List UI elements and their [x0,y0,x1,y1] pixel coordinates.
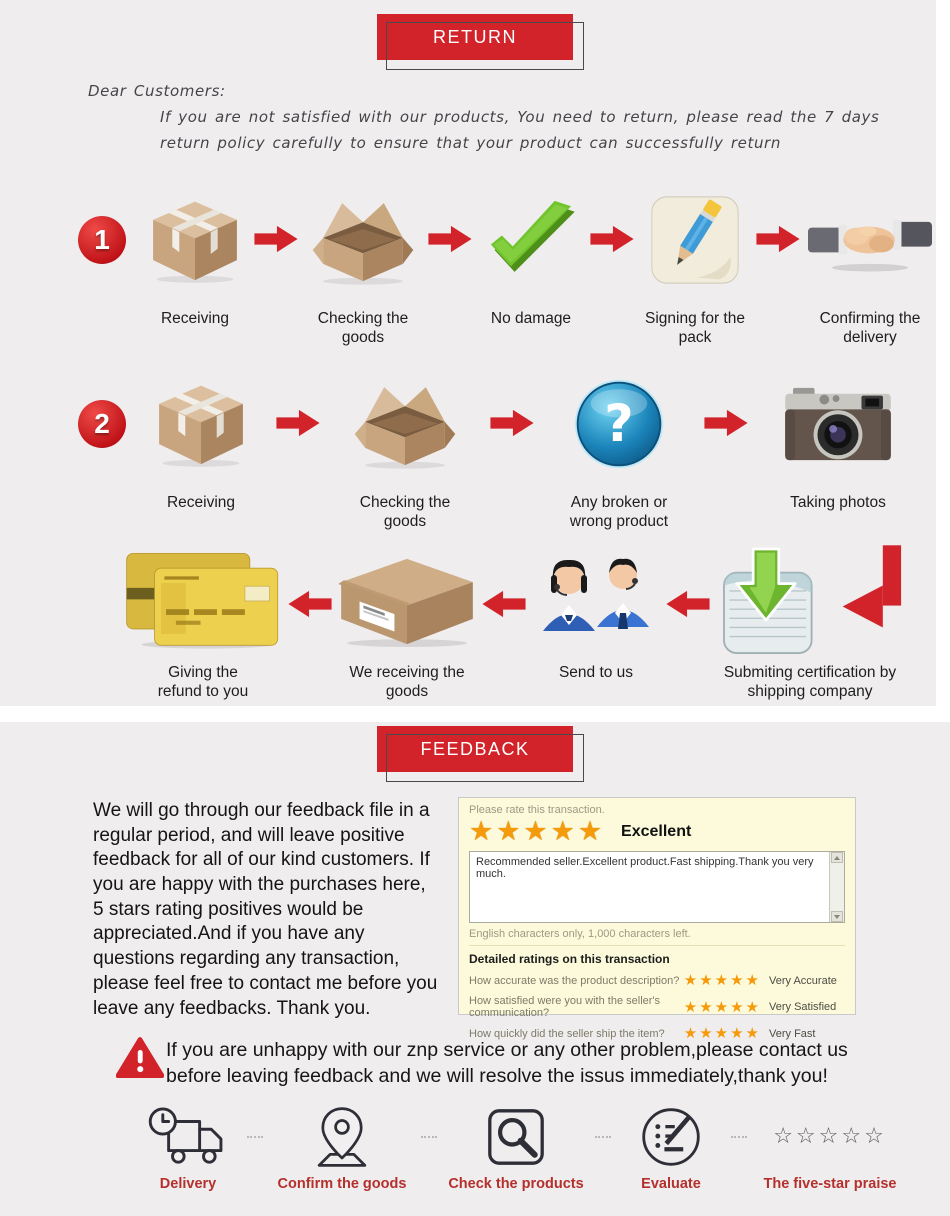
return-banner-label: RETURN [433,26,517,47]
process-five-star [751,1106,909,1192]
rating-answer: Very Fast [769,1027,816,1040]
left-arrow-icon [666,589,710,619]
process-label: Delivery [159,1176,217,1192]
step-label: Confirming the delivery [819,310,921,346]
rating-question: How accurate was the product description? [469,974,680,987]
step-label: Submiting certification by shipping company [723,664,897,700]
open-box-icon [353,360,457,488]
process-label: Confirm the goods [277,1176,407,1192]
steps-row-3 [118,543,925,702]
textarea-scrollbar[interactable] [829,852,844,922]
step-taking-photos [758,360,918,513]
process-confirm-goods [267,1106,417,1192]
step-signing [634,176,756,348]
step-receiving-1 [136,176,254,329]
steps-row-2 [78,360,918,532]
evaluate-checklist-icon [639,1106,703,1168]
return-banner [377,14,573,60]
dotted-connector [595,1136,611,1138]
step-we-receiving [332,543,482,702]
right-arrow-icon [704,408,748,438]
certification-download-icon [713,543,923,658]
pencil-pad-icon [650,176,740,304]
step-label: Receiving [160,310,230,327]
dotted-connector [247,1136,263,1138]
step-label: Any broken or wrong product [569,494,669,530]
right-arrow-icon [276,408,320,438]
warning-text [166,1037,866,1090]
dotted-connector [731,1136,747,1138]
process-evaluate [615,1106,727,1192]
five-star-rating[interactable]: ★★★★★ [683,1024,761,1042]
detailed-rating-row [469,973,845,988]
step-label: Send to us [558,664,634,681]
rating-word: Excellent [621,822,692,840]
step-label: Signing for the pack [645,310,745,346]
left-arrow-icon [482,589,526,619]
right-white-strip [936,0,950,722]
rating-question: How satisfied were you with the seller's communication? [469,995,661,1019]
support-agents-icon [530,543,662,658]
feedback-comment-textarea[interactable] [469,851,845,923]
feedback-comment-text: Recommended seller.Excellent product.Fast shipping.Thank you very much. [476,856,814,880]
process-label: The five-star praise [763,1176,897,1192]
right-arrow-icon [428,224,472,254]
step-broken-product [544,360,694,532]
process-check-products [441,1106,591,1192]
location-pin-icon [312,1106,372,1168]
sealed-box-icon [147,176,243,304]
left-arrow-icon [288,589,332,619]
steps-row-1 [78,176,940,348]
step-checking-1 [298,176,428,348]
camera-icon [779,360,897,488]
handshake-icon [808,176,932,304]
parcel-box-icon [332,543,482,658]
feedback-banner [377,726,573,772]
open-box-icon [311,176,415,304]
feedback-paragraph: We will go through our feedback file in a regular period, and will leave positive feedback for all of our kind customers. If you are happy with the purchases here, 5 stars rating positives would be appreciated.And if you have any questions regarding any transaction, please feel free to contact me before you leave any feedbacks. Thank you. [93,800,438,1019]
step-number-2: 2 [78,400,126,448]
rating-question: How quickly did the seller ship the item? [469,1027,665,1040]
sealed-box-icon [153,360,249,488]
five-star-rating[interactable]: ★★★★★ [683,997,761,1016]
process-label: Evaluate [641,1176,701,1192]
process-delivery [133,1106,243,1192]
outline-stars-icon: ☆☆☆☆☆ [773,1124,887,1149]
magnifier-box-icon [487,1106,545,1168]
scroll-down-icon[interactable] [831,911,843,922]
rating-answer: Very Accurate [769,974,837,987]
rate-prompt: Please rate this transaction. [469,804,605,816]
section-divider [0,706,950,722]
right-arrow-icon [756,224,800,254]
delivery-truck-icon [147,1106,229,1168]
step-no-damage [472,176,590,329]
characters-note: English characters only, 1,000 characters left. [469,928,845,946]
warning-line-1: If you are unhappy with our znp service or any other problem,please contact us [166,1039,848,1061]
dotted-connector [421,1136,437,1138]
purchase-process-row [133,1106,897,1192]
warning-line-2: before leaving feedback and we will resolve the issus immediately,thank you! [166,1065,828,1088]
intro-line-2: return policy carefully to ensure that your product can successfully return [160,134,781,152]
step-send-to-us [526,543,666,683]
rating-answer: Very Satisfied [769,1001,837,1013]
svg-text:?: ? [604,393,634,453]
question-mark-icon [572,360,666,488]
feedback-banner-label: FEEDBACK [420,738,530,759]
step-checking-2 [330,360,480,532]
rating-panel [458,797,856,1042]
detailed-ratings-title: Detailed ratings on this transaction [469,952,670,966]
five-star-rating[interactable]: ★★★★★ [469,816,606,847]
right-arrow-icon [590,224,634,254]
green-check-icon [485,176,577,304]
step-receiving-2 [136,360,266,513]
step-confirming [800,176,940,348]
scroll-up-icon[interactable] [831,852,843,863]
step-label: Taking photos [790,494,886,511]
process-label: Check the products [448,1176,584,1192]
step-label: Checking the goods [359,494,451,530]
step-number-1: 1 [78,216,126,264]
step-label: No damage [490,310,572,327]
intro-line-1: If you are not satisfied with our products, You need to return, please read the 7 days [160,108,880,126]
step-label: Giving the refund to you [157,664,249,700]
step-label: We receiving the goods [349,664,465,700]
detailed-rating-row [469,995,845,1019]
step-submit-certification [710,543,925,702]
step-label: Checking the goods [317,310,409,346]
five-star-rating[interactable]: ★★★★★ [683,971,761,989]
step-label: Receiving [166,494,236,511]
right-arrow-icon [490,408,534,438]
greeting-text: Dear Customers: [88,82,226,100]
credit-cards-icon [125,543,281,658]
warning-triangle-icon [116,1036,164,1080]
right-arrow-icon [254,224,298,254]
step-refund [118,543,288,702]
